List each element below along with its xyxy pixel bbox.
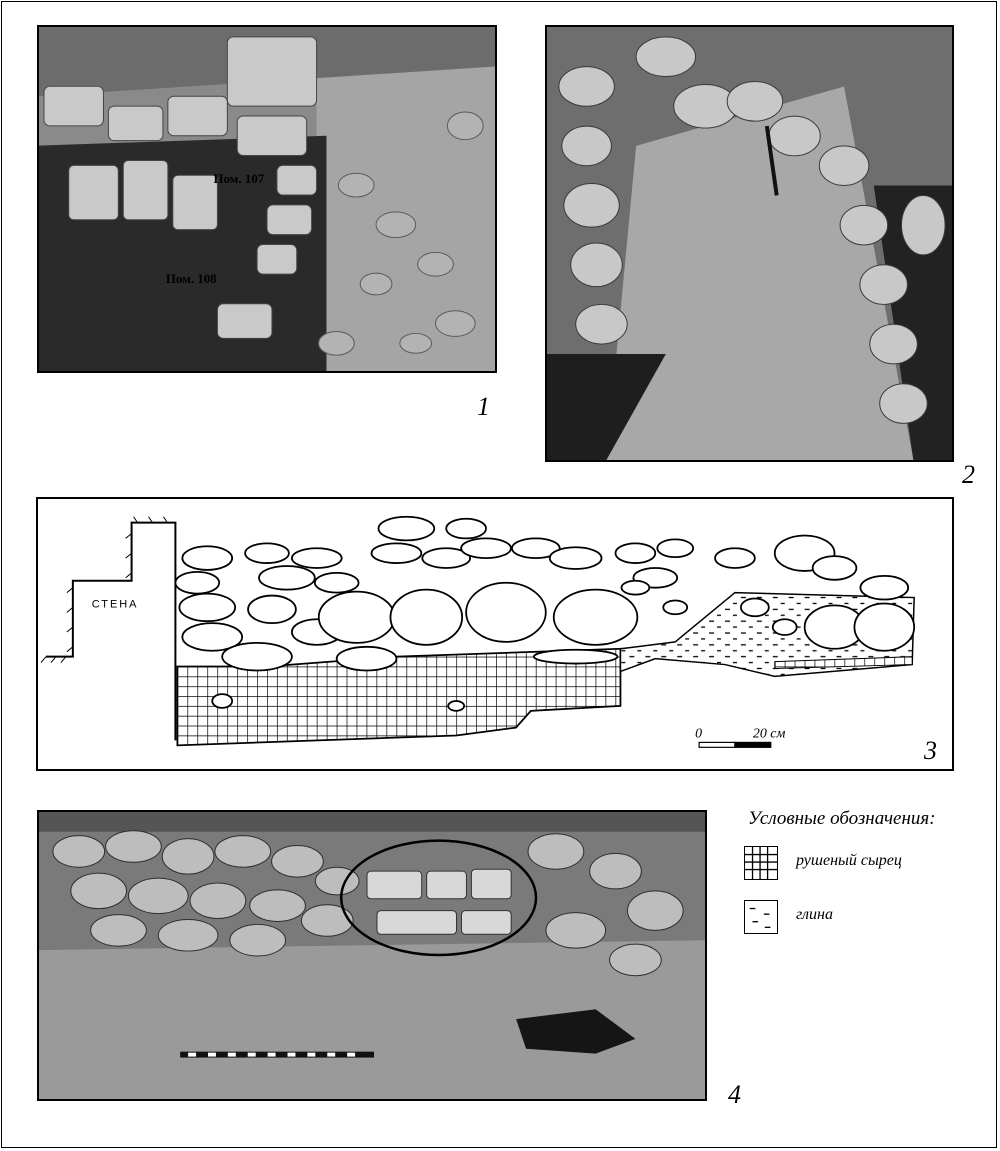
wall-label: СТЕНА [91, 598, 139, 611]
figure-number-1: 1 [477, 392, 490, 421]
section-drawing [38, 499, 952, 769]
legend-item-dashes [740, 900, 990, 940]
figure-number-3: 3 [924, 736, 937, 765]
scale-end-label: 20 см [752, 725, 786, 741]
legend [740, 808, 990, 948]
photo-4-wall-view [37, 810, 707, 1101]
room-108-label: Пом. 108 [165, 272, 217, 287]
drawing-3-wall-section [36, 497, 954, 771]
legend-label-grid: рушеный сырец [796, 852, 902, 869]
grid-pattern-swatch [744, 846, 778, 880]
dash-pattern-swatch [744, 900, 778, 934]
photo-1-excavation-rooms [37, 25, 497, 373]
photo-2-wall-trench [545, 25, 954, 462]
legend-label-dashes: глина [796, 906, 833, 923]
legend-item-grid [740, 846, 990, 886]
figure-number-2: 2 [962, 460, 975, 489]
scale-bar [695, 726, 785, 748]
figure-number-4: 4 [728, 1080, 741, 1109]
scale-start-label: 0 [695, 725, 703, 741]
room-107-label: Пом. 107 [213, 172, 265, 187]
legend-title: Условные обозначения: [748, 808, 936, 829]
